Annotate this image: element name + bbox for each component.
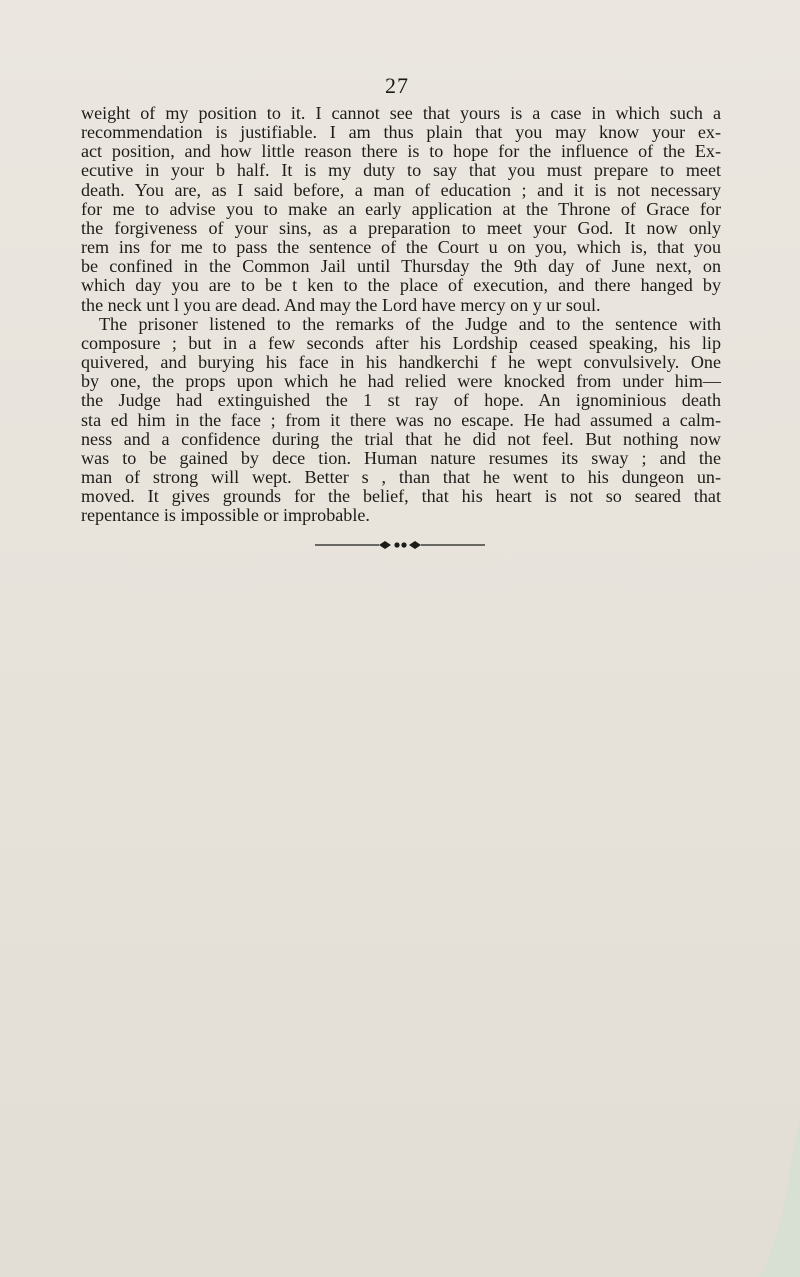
text-line: rem ins for me to pass the sentence of the Court u on you, which is, that you	[81, 237, 721, 258]
text-line: composure ; but in a few seconds after his Lordship ceased speaking, his lip	[81, 332, 721, 353]
paragraph-2	[81, 315, 721, 526]
text-line: The prisoner listened to the remarks of the Judge and to the sentence with	[99, 313, 721, 334]
text-line: the forgiveness of your sins, as a preparation to meet your God. It now only	[81, 217, 721, 238]
text-line: weight of my position to it. I cannot see that yours is a case in which such a	[81, 103, 721, 123]
text-line: be confined in the Common Jail until Thursday the 9th day of June next, on	[81, 256, 721, 277]
text-line: death. You are, as I said before, a man of education ; and it is not necessary	[81, 179, 721, 200]
text-line: was to be gained by dece tion. Human nature resumes its sway ; and the	[81, 447, 721, 468]
body-text	[81, 104, 721, 525]
paragraph-1	[81, 104, 721, 315]
text-line: moved. It gives grounds for the belief, that his heart is not so seared that	[81, 486, 721, 507]
page-corner-shadow	[740, 1117, 800, 1277]
text-line: ness and a confidence during the trial that he did not feel. But nothing now	[81, 428, 721, 449]
text-line: by one, the props upon which he had relied were knocked from under him—	[81, 371, 721, 392]
text-line: which day you are to be t ken to the place of execution, and there hanged by	[81, 275, 721, 296]
text-line: act position, and how little reason there is to hope for the influence of the Ex-	[81, 141, 721, 162]
text-line: ecutive in your b half. It is my duty to say that you must prepare to meet	[81, 160, 721, 181]
section-divider-rule	[315, 539, 485, 551]
text-line: quivered, and burying his face in his handkerchi f he wept convulsively. One	[81, 352, 721, 373]
text-line: for me to advise you to make an early application at the Throne of Grace for	[81, 198, 721, 219]
text-line: sta ed him in the face ; from it there was no escape. He had assumed a calm-	[81, 409, 721, 430]
text-line: the Judge had extinguished the 1 st ray of hope. An ignominious death	[81, 390, 721, 411]
text-line: the neck unt l you are dead. And may the Lord have mercy on y ur soul.	[81, 294, 601, 315]
text-line: man of strong will wept. Better s , than that he went to his dungeon un-	[81, 466, 721, 487]
text-line: recommendation is justifiable. I am thus plain that you may know your ex-	[81, 122, 721, 143]
text-line: repentance is impossible or improbable.	[81, 505, 370, 526]
page-number: 27	[385, 73, 409, 98]
